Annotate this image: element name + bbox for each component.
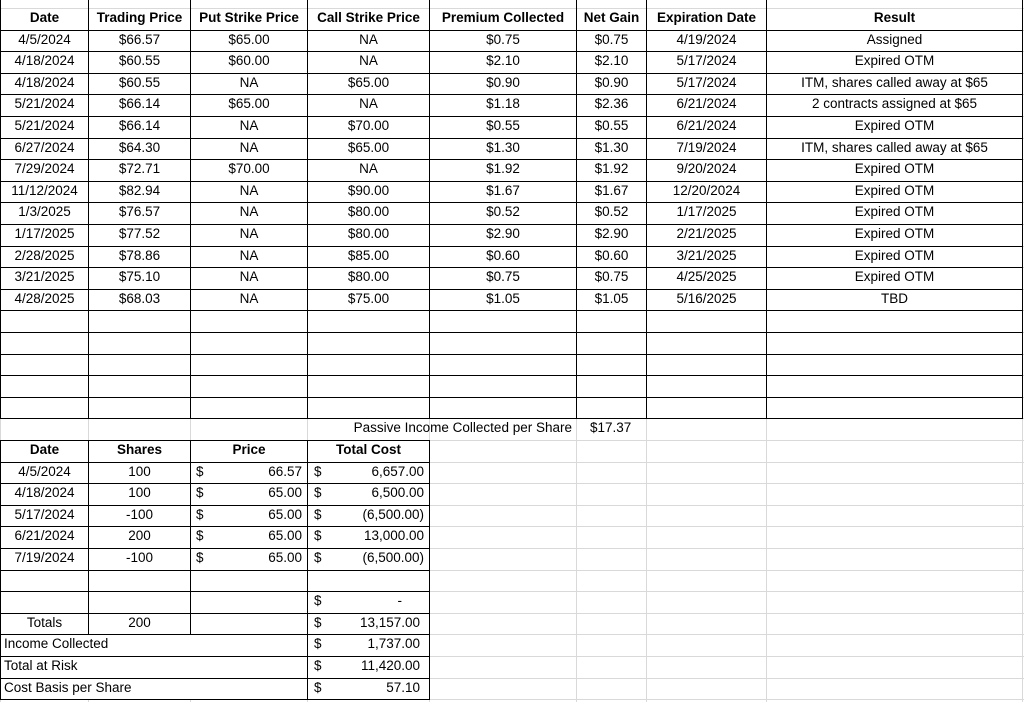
cell-put-strike: NA: [239, 204, 259, 219]
cell-put-strike: NA: [239, 248, 259, 263]
cell-expiration: 6/21/2024: [676, 118, 737, 133]
shares-cell-price: 65.00: [268, 550, 302, 565]
header-expiration: Expiration Date: [656, 10, 757, 25]
total-currency-symbol: $: [314, 593, 322, 608]
cell-trading-price: $60.55: [118, 53, 161, 68]
shares-cell-date: 5/17/2024: [14, 507, 75, 522]
cell-call-strike: NA: [359, 96, 378, 111]
cell-net-gain: $0.60: [594, 248, 629, 263]
cell-result: Expired OTM: [854, 248, 935, 263]
price-currency-symbol: $: [196, 485, 204, 500]
cell-premium: $1.18: [486, 96, 520, 111]
cell-premium: $0.52: [486, 204, 520, 219]
cell-net-gain: $0.52: [594, 204, 629, 219]
cell-put-strike: NA: [239, 183, 259, 198]
cell-trading-price: $60.55: [118, 75, 161, 90]
cell-expiration: 1/17/2025: [676, 204, 737, 219]
cell-expiration: 4/19/2024: [676, 32, 737, 47]
cell-net-gain: $1.67: [594, 183, 629, 198]
total-currency-symbol: $: [314, 528, 322, 543]
cell-premium: $2.90: [486, 226, 520, 241]
shares-header-date: Date: [29, 442, 60, 457]
shares-cell-price: 65.00: [268, 485, 302, 500]
cell-result: Expired OTM: [854, 183, 935, 198]
total-currency-symbol: $: [314, 636, 322, 651]
totals-total: 13,157.00: [359, 615, 420, 630]
cell-result: Expired OTM: [854, 269, 935, 284]
cell-call-strike: $80.00: [347, 226, 390, 241]
options-row-border: [0, 397, 1023, 398]
cell-result: Expired OTM: [854, 204, 935, 219]
totals-label: Totals: [26, 615, 63, 630]
price-currency-symbol: $: [196, 507, 204, 522]
shares-cell-shares: 200: [128, 528, 151, 543]
cell-trading-price: $66.57: [118, 32, 161, 47]
cell-net-gain: $0.75: [594, 32, 629, 47]
cell-premium: $2.10: [486, 53, 520, 68]
cell-put-strike: NA: [239, 118, 259, 133]
cell-net-gain: $1.30: [594, 140, 629, 155]
cell-date: 11/12/2024: [11, 183, 78, 198]
cell-expiration: 6/21/2024: [676, 96, 737, 111]
cost-basis-label: Cost Basis per Share: [4, 680, 132, 695]
header-result: Result: [873, 10, 916, 25]
cell-result: ITM, shares called away at $65: [801, 140, 988, 155]
header-net-gain: Net Gain: [583, 10, 640, 25]
cell-put-strike: NA: [239, 226, 259, 241]
header-date: Date: [29, 10, 60, 25]
header-trading-price: Trading Price: [96, 10, 183, 25]
cell-net-gain: $0.90: [594, 75, 629, 90]
cell-trading-price: $78.86: [118, 248, 161, 263]
cell-net-gain: $2.10: [594, 53, 629, 68]
shares-cell-shares: -100: [125, 507, 154, 522]
cell-date: 1/3/2025: [18, 204, 71, 219]
shares-cell-price: 66.57: [268, 464, 302, 479]
cell-trading-price: $75.10: [118, 269, 161, 284]
total-currency-symbol: $: [314, 507, 322, 522]
cell-net-gain: $2.36: [594, 96, 629, 111]
total-currency-symbol: $: [314, 550, 322, 565]
cell-expiration: 5/16/2025: [676, 291, 737, 306]
options-row-border: [0, 375, 1023, 376]
shares-cell-date: 6/21/2024: [14, 528, 75, 543]
cell-expiration: 2/21/2025: [676, 226, 737, 241]
cell-expiration: 4/25/2025: [676, 269, 737, 284]
cell-premium: $1.92: [486, 161, 520, 176]
cell-date: 3/21/2025: [14, 269, 75, 284]
income-collected-total: 1,737.00: [367, 636, 420, 651]
shares-cell-total: (6,500.00): [362, 550, 424, 565]
cell-trading-price: $72.71: [118, 161, 161, 176]
cell-result: Assigned: [866, 32, 923, 47]
cell-date: 4/18/2024: [14, 53, 75, 68]
cell-date: 6/27/2024: [14, 140, 75, 155]
cell-call-strike: $70.00: [347, 118, 390, 133]
shares-cell-total: 6,500.00: [371, 485, 424, 500]
totals-shares: 200: [128, 615, 151, 630]
cell-net-gain: $1.05: [594, 291, 629, 306]
cell-trading-price: $64.30: [118, 140, 161, 155]
cell-put-strike: $60.00: [228, 53, 270, 68]
shares-cell-price: 65.00: [268, 528, 302, 543]
cell-result: Expired OTM: [854, 226, 935, 241]
cell-net-gain: $1.92: [594, 161, 629, 176]
cell-result: TBD: [881, 291, 908, 306]
shares-cell-shares: 100: [128, 485, 151, 500]
cell-put-strike: $70.00: [228, 161, 270, 176]
cell-net-gain: $0.75: [594, 269, 629, 284]
cell-date: 4/5/2024: [18, 32, 71, 47]
passive-income-value: $17.37: [590, 420, 632, 435]
cell-put-strike: $65.00: [228, 96, 270, 111]
cell-premium: $0.75: [486, 32, 520, 47]
cell-put-strike: NA: [239, 75, 259, 90]
cell-expiration: 12/20/2024: [672, 183, 741, 198]
options-row-border: [0, 310, 1023, 311]
cell-expiration: 3/21/2025: [676, 248, 737, 263]
cell-expiration: 5/17/2024: [676, 75, 737, 90]
shares-cell-date: 7/19/2024: [14, 550, 75, 565]
shares-col-border: [307, 440, 308, 699]
shares-cell-total: (6,500.00): [362, 507, 424, 522]
cell-call-strike: $75.00: [347, 291, 390, 306]
cell-premium: $1.67: [486, 183, 520, 198]
header-premium: Premium Collected: [441, 10, 565, 25]
total-currency-symbol: $: [314, 485, 322, 500]
price-currency-symbol: $: [196, 528, 204, 543]
cell-result: Expired OTM: [854, 161, 935, 176]
cell-call-strike: $90.00: [347, 183, 390, 198]
cell-result: 2 contracts assigned at $65: [811, 96, 978, 111]
shares-row-border: [0, 699, 430, 700]
options-row-border: [0, 354, 1023, 355]
cell-trading-price: $82.94: [118, 183, 161, 198]
price-currency-symbol: $: [196, 464, 204, 479]
shares-cell-shares: -100: [125, 550, 154, 565]
cell-call-strike: NA: [359, 53, 378, 68]
total-at-risk-label: Total at Risk: [4, 658, 78, 673]
cell-call-strike: $65.00: [347, 75, 390, 90]
shares-cell-total: 6,657.00: [371, 464, 424, 479]
cell-date: 4/28/2025: [14, 291, 75, 306]
shares-col-border: [429, 440, 430, 699]
shares-cell-date: 4/18/2024: [14, 485, 75, 500]
price-currency-symbol: $: [196, 550, 204, 565]
cell-premium: $0.75: [486, 269, 520, 284]
cell-expiration: 7/19/2024: [676, 140, 737, 155]
cell-call-strike: $80.00: [347, 269, 390, 284]
cell-trading-price: $77.52: [118, 226, 161, 241]
income-collected-label: Income Collected: [4, 636, 109, 651]
cell-put-strike: NA: [239, 269, 259, 284]
shares-cell-date: 4/5/2024: [18, 464, 71, 479]
cell-trading-price: $76.57: [118, 204, 161, 219]
cell-date: 5/21/2024: [14, 96, 75, 111]
options-row-border: [0, 332, 1023, 333]
cell-put-strike: NA: [239, 140, 259, 155]
shares-blank-total: -: [397, 593, 402, 608]
total-currency-symbol: $: [314, 658, 322, 673]
cell-call-strike: $80.00: [347, 204, 390, 219]
shares-header-total-cost: Total Cost: [336, 442, 401, 457]
cell-expiration: 9/20/2024: [676, 161, 737, 176]
total-currency-symbol: $: [314, 680, 322, 695]
total-currency-symbol: $: [314, 615, 322, 630]
cell-date: 1/17/2025: [14, 226, 75, 241]
cell-premium: $1.05: [486, 291, 520, 306]
cell-put-strike: NA: [239, 291, 259, 306]
cell-net-gain: $2.90: [594, 226, 629, 241]
shares-cell-price: 65.00: [268, 507, 302, 522]
passive-income-label: Passive Income Collected per Share: [353, 420, 572, 435]
cell-net-gain: $0.55: [594, 118, 629, 133]
cell-trading-price: $66.14: [118, 118, 161, 133]
cell-result: ITM, shares called away at $65: [801, 75, 988, 90]
shares-cell-shares: 100: [128, 464, 151, 479]
cell-date: 2/28/2025: [14, 248, 75, 263]
options-col-border: [1022, 0, 1023, 418]
cell-call-strike: $85.00: [347, 248, 390, 263]
cell-result: Expired OTM: [854, 53, 935, 68]
total-currency-symbol: $: [314, 464, 322, 479]
shares-header-shares: Shares: [116, 442, 163, 457]
cell-date: 5/21/2024: [14, 118, 75, 133]
shares-cell-total: 13,000.00: [363, 528, 424, 543]
cell-date: 4/18/2024: [14, 75, 75, 90]
total-at-risk-total: 11,420.00: [360, 658, 420, 673]
cell-call-strike: NA: [359, 32, 378, 47]
cell-trading-price: $66.14: [118, 96, 161, 111]
cell-call-strike: $65.00: [347, 140, 390, 155]
cell-premium: $1.30: [486, 140, 520, 155]
cell-trading-price: $68.03: [118, 291, 161, 306]
cell-result: Expired OTM: [854, 118, 935, 133]
cell-put-strike: $65.00: [228, 32, 270, 47]
cell-premium: $0.60: [486, 248, 520, 263]
cell-premium: $0.90: [486, 75, 520, 90]
shares-row-border: [0, 570, 430, 571]
cell-expiration: 5/17/2024: [676, 53, 737, 68]
cell-date: 7/29/2024: [14, 161, 75, 176]
shares-header-price: Price: [232, 442, 266, 457]
cell-call-strike: NA: [359, 161, 378, 176]
header-put-strike: Put Strike Price: [199, 10, 299, 25]
header-call-strike: Call Strike Price: [317, 10, 420, 25]
cell-premium: $0.55: [486, 118, 520, 133]
cost-basis-total: 57.10: [386, 680, 420, 695]
